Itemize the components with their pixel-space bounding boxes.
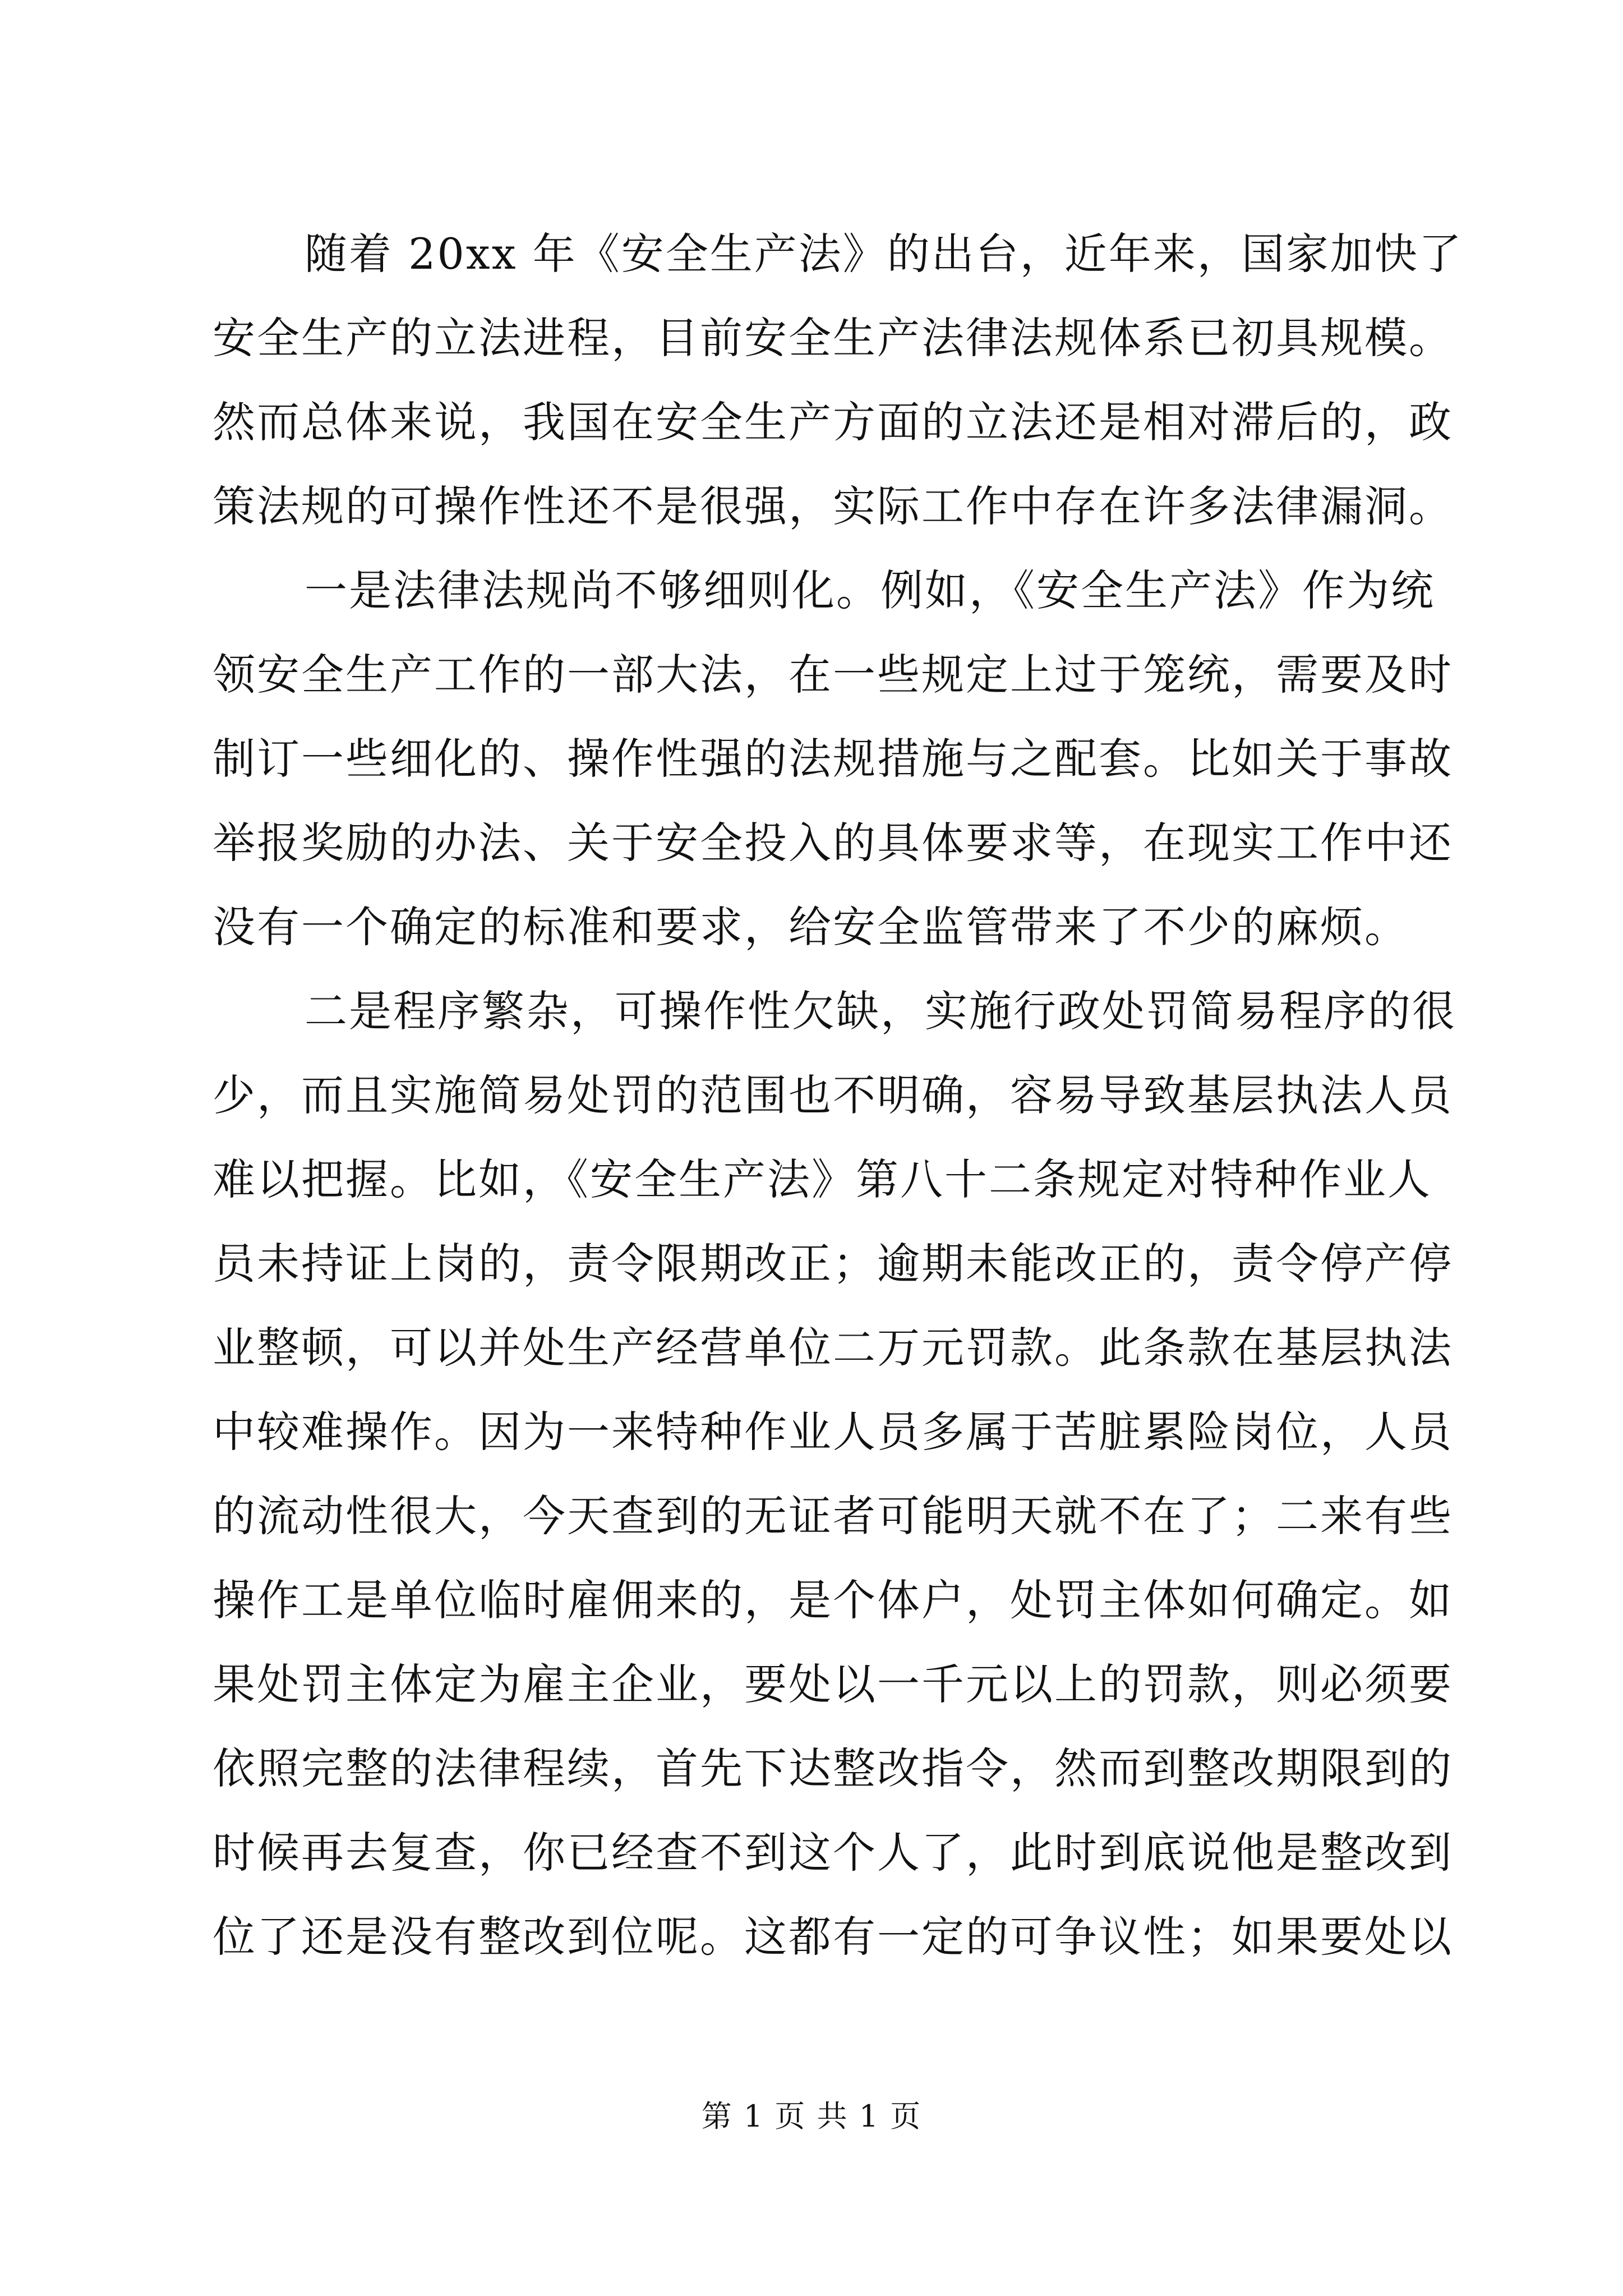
paragraph-3-line-1: 二是程序繁杂，可操作性欠缺，实施行政处罚简易程序的很	[305, 986, 1456, 1036]
paragraph-3-line-4: 员未持证上岗的，责令限期改正；逾期未能改正的，责令停产停	[213, 1239, 1453, 1289]
document-body	[213, 212, 1463, 1979]
paragraph-3-line-9: 果处罚主体定为雇主企业，要处以一千元以上的罚款，则必须要	[213, 1659, 1453, 1709]
paragraph-3-line-11: 时候再去复查，你已经查不到这个人了，此时到底说他是整改到	[213, 1828, 1453, 1878]
page-footer: 第 1 页 共 1 页	[701, 2099, 922, 2134]
paragraph-3-line-3: 难以把握。比如，《安全生产法》第八十二条规定对特种作业人	[213, 1154, 1432, 1204]
paragraph-2-line-1: 一是法律法规尚不够细则化。例如，《安全生产法》作为统	[305, 565, 1435, 615]
paragraph-3-line-12: 位了还是没有整改到位呢。这都有一定的可争议性；如果要处以	[213, 1912, 1453, 1962]
paragraph-3-line-8: 操作工是单位临时雇佣来的，是个体户，处罚主体如何确定。如	[213, 1575, 1453, 1625]
paragraph-3-line-2: 少，而且实施简易处罚的范围也不明确，容易导致基层执法人员	[213, 1070, 1453, 1120]
paragraph-3-line-6: 中较难操作。因为一来特种作业人员多属于苦脏累险岗位，人员	[213, 1407, 1453, 1457]
paragraph-2-line-3: 制订一些细化的、操作性强的法规措施与之配套。比如关于事故	[213, 734, 1453, 784]
paragraph-3-line-10: 依照完整的法律程续，首先下达整改指令，然而到整改期限到的	[213, 1743, 1453, 1793]
paragraph-1-line-3: 然而总体来说，我国在安全生产方面的立法还是相对滞后的，政	[213, 397, 1453, 447]
paragraph-1-line-1: 随着 20xx 年《安全生产法》的出台，近年来，国家加快了	[305, 229, 1463, 279]
paragraph-1-line-2: 安全生产的立法进程，目前安全生产法律法规体系已初具规模。	[213, 313, 1453, 363]
paragraph-3-line-5: 业整顿，可以并处生产经营单位二万元罚款。此条款在基层执法	[213, 1323, 1453, 1373]
paragraph-3-line-7: 的流动性很大，今天查到的无证者可能明天就不在了；二来有些	[213, 1491, 1453, 1541]
paragraph-2-line-5: 没有一个确定的标准和要求，给安全监管带来了不少的麻烦。	[213, 902, 1409, 952]
paragraph-2-line-2: 领安全生产工作的一部大法，在一些规定上过于笼统，需要及时	[213, 650, 1453, 700]
paragraph-1-line-4: 策法规的可操作性还不是很强，实际工作中存在许多法律漏洞。	[213, 481, 1453, 531]
paragraph-2-line-4: 举报奖励的办法、关于安全投入的具体要求等，在现实工作中还	[213, 818, 1453, 868]
